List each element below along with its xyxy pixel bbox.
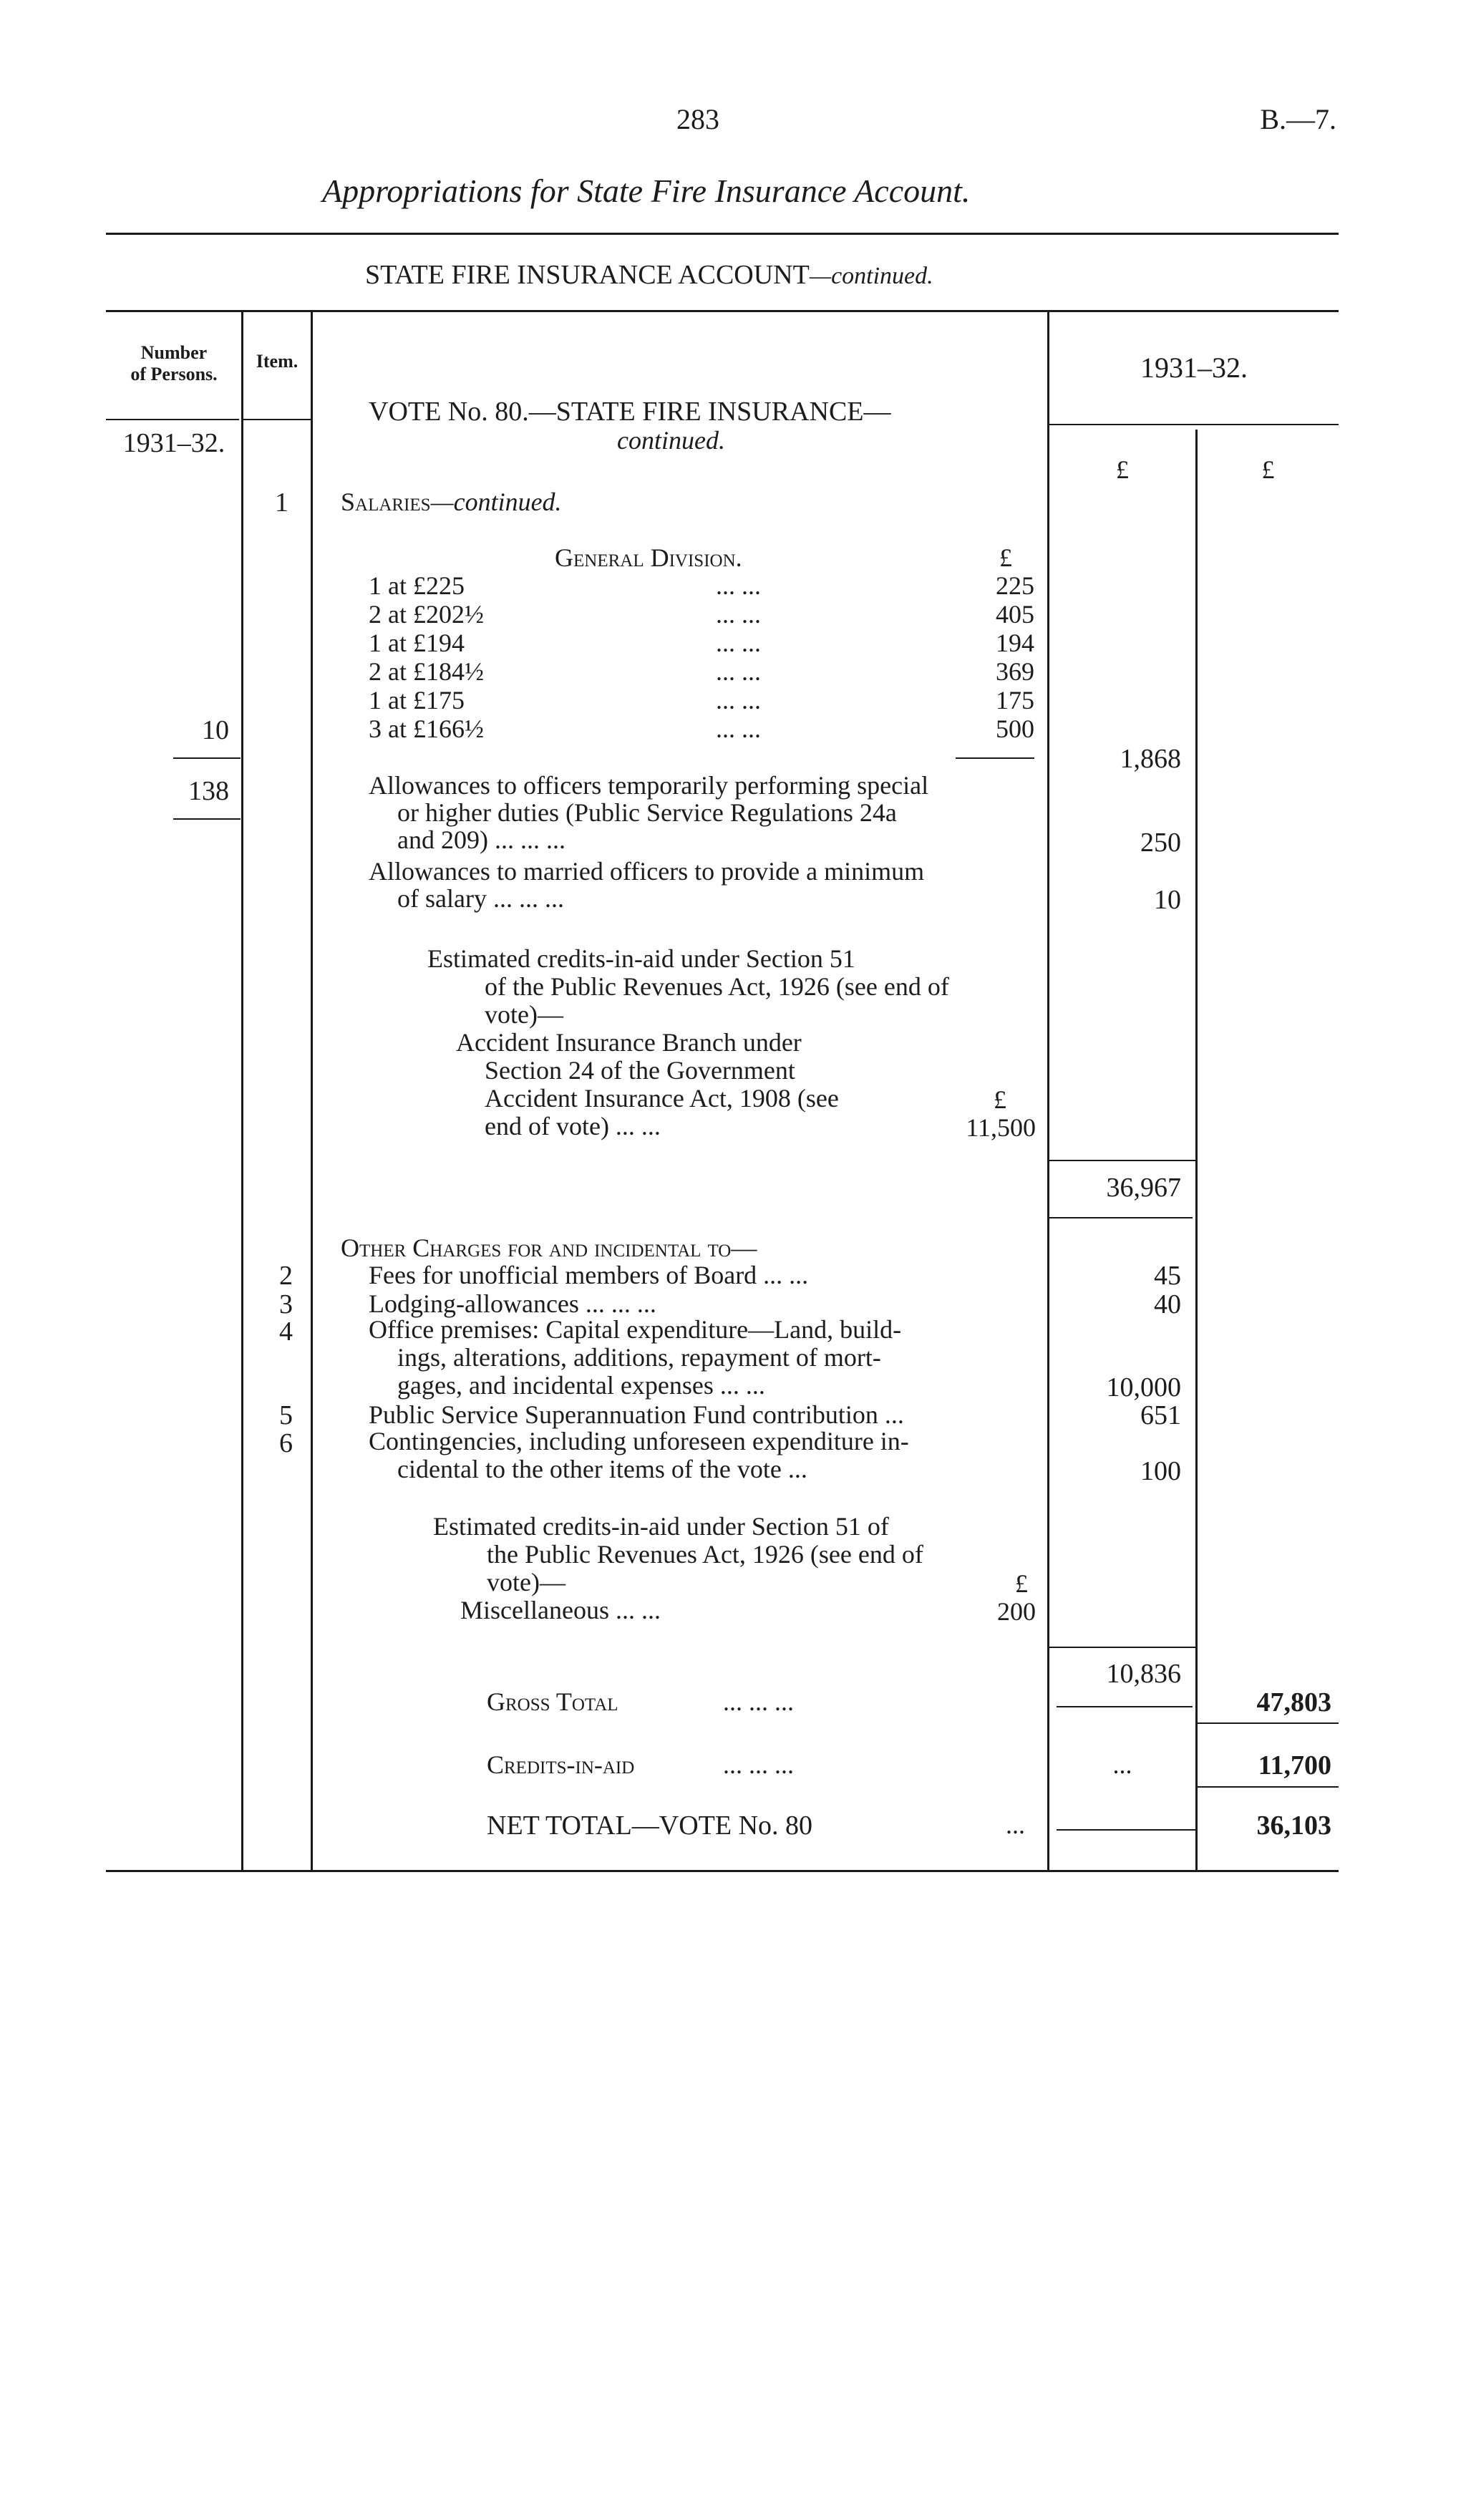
credits2-line2: the Public Revenues Act, 1926 (see end of (487, 1540, 923, 1569)
pound-header-2: £ (1261, 455, 1275, 484)
persons-header-line1: Number (140, 342, 208, 363)
salary-row (369, 686, 1034, 714)
salary-row (369, 600, 1034, 629)
salary-row-value: 194 (996, 629, 1034, 657)
other-item-premises-line1: Office premises: Capital expenditure—Land, build- (369, 1315, 902, 1344)
salaries-continued: —continued. (430, 488, 562, 516)
rule-top (106, 233, 1339, 235)
table-bottom-rule (106, 1870, 1339, 1872)
allowance-married-line1: Allowances to married officers to provide a minimum (369, 857, 925, 886)
vote-title-continued: continued. (617, 426, 725, 455)
other-item-lodging: Lodging-allowances ... ... ... (369, 1289, 656, 1318)
credits1-line2: of the Public Revenues Act, 1926 (see end of (485, 972, 949, 1001)
other-item-superannuation: Public Service Superannuation Fund contribution ... (369, 1400, 904, 1429)
other-total-rule-top (1049, 1647, 1195, 1648)
other-item-fees: Fees for unofficial members of Board ... ... (369, 1261, 809, 1289)
salary-row-dots: ... ... (716, 686, 761, 714)
net-total-label: NET TOTAL—VOTE No. 80 (487, 1811, 813, 1841)
salary-row-value: 175 (996, 686, 1034, 714)
item-number-6: 6 (279, 1428, 293, 1458)
allowance-married-value: 10 (1154, 885, 1181, 915)
credits1-line4: Accident Insurance Branch under (456, 1028, 802, 1057)
credits2-line4: Miscellaneous ... ... (460, 1596, 661, 1624)
gross-total-dots: ... ... ... (723, 1687, 794, 1716)
salary-row-dots: ... ... (716, 629, 761, 657)
year-header-left: 1931–32. (122, 428, 225, 458)
credits1-pound: £ (994, 1085, 1006, 1114)
credits-in-aid-salaries (427, 945, 1036, 1140)
allowance-special-line1: Allowances to officers temporarily performing special (369, 771, 929, 800)
document-reference: B.—7. (1260, 103, 1336, 135)
salary-row (369, 629, 1034, 657)
persons-total-rule (173, 818, 241, 820)
table-top-rule (106, 310, 1339, 312)
section-heading-continued: —continued. (809, 263, 933, 289)
other-charges-heading: Other Charges for and incidental to— (341, 1234, 757, 1262)
other-item-contingencies-line2: cidental to the other items of the vote ... (397, 1455, 807, 1483)
section-heading (365, 259, 933, 291)
persons-header-rule (106, 419, 239, 420)
vote-title: VOTE No. 80.—STATE FIRE INSURANCE— (369, 397, 891, 427)
salaries-total-rule-bottom (1049, 1217, 1193, 1218)
allowance-married (369, 858, 1034, 912)
item-header: Item. (256, 351, 298, 372)
item-header-rule (243, 419, 311, 420)
gross-total-value: 47,803 (1256, 1687, 1331, 1717)
credits-in-aid-total-dots: ... ... ... (723, 1750, 794, 1779)
salaries-label: Salaries (341, 488, 431, 516)
page-title: Appropriations for State Fire Insurance Account. (322, 173, 971, 209)
other-item-premises (369, 1316, 1038, 1400)
credits2-value: 200 (997, 1597, 1036, 1626)
other-item-contingencies-value: 100 (1140, 1456, 1181, 1486)
other-item-fees-value: 45 (1154, 1261, 1181, 1291)
salaries-subtotal: 1,868 (1120, 744, 1181, 774)
salary-row (369, 571, 1034, 600)
salary-rows (369, 571, 1034, 743)
gross-total-label (487, 1687, 618, 1717)
salaries-total-rule-top (1049, 1160, 1195, 1161)
other-total-rule-bottom (1057, 1706, 1193, 1707)
other-item-premises-line3: gages, and incidental expenses ... ... (397, 1371, 765, 1400)
salary-row-label: 2 at £184½ (369, 657, 484, 686)
item-number-4: 4 (279, 1317, 293, 1347)
salary-row-label: 1 at £225 (369, 571, 465, 600)
col-divider-text (1047, 310, 1049, 1871)
year-header-rule (1047, 424, 1339, 425)
salary-row-label: 2 at £202½ (369, 600, 484, 629)
salary-row-label: 1 at £175 (369, 686, 465, 714)
persons-sum-rule (173, 757, 241, 759)
page-number: 283 (676, 103, 719, 135)
persons-header (107, 342, 241, 385)
allowance-special-line2: or higher duties (Public Service Regulations 24a (397, 798, 897, 827)
credits2-line3: vote)— (487, 1568, 565, 1596)
credits1-line7: end of vote) ... ... (485, 1112, 661, 1140)
col-divider-item (311, 310, 313, 1871)
salary-row-dots: ... ... (716, 714, 761, 743)
section-heading-main: STATE FIRE INSURANCE ACCOUNT (365, 260, 810, 290)
salary-row (369, 657, 1034, 686)
credits1-line1: Estimated credits-in-aid under Section 51 (427, 944, 855, 973)
other-item-contingencies (369, 1428, 1038, 1483)
salary-row-label: 1 at £194 (369, 629, 465, 657)
salary-row-label: 3 at £166½ (369, 714, 484, 743)
allowance-married-line2: of salary ... ... ... (397, 884, 564, 913)
salary-row (369, 714, 1034, 743)
allowance-special-line3: and 209) ... ... ... (397, 825, 565, 854)
other-item-contingencies-line1: Contingencies, including unforeseen expenditure in- (369, 1427, 909, 1455)
credits-in-aid-mid-dots: ... (1112, 1750, 1132, 1779)
credits2-line1: Estimated credits-in-aid under Section 51 of (433, 1512, 889, 1541)
general-division-heading: General Division. (555, 543, 742, 572)
credits1-line5: Section 24 of the Government (485, 1056, 795, 1085)
salary-row-dots: ... ... (716, 657, 761, 686)
col-divider-persons (241, 310, 243, 1871)
salary-sum-rule (956, 757, 1034, 759)
salaries-total: 36,967 (1106, 1173, 1181, 1203)
other-item-premises-value: 10,000 (1106, 1372, 1181, 1402)
credits-in-aid-total-label: Credits-in-aid (487, 1750, 635, 1779)
credits1-line6: Accident Insurance Act, 1908 (see (485, 1084, 839, 1113)
pound-header-1: £ (1116, 455, 1129, 484)
other-item-lodging-value: 40 (1154, 1289, 1181, 1319)
gross-total-rule (1198, 1722, 1339, 1724)
year-header-right: 1931–32. (1140, 352, 1248, 384)
allowance-special-value: 250 (1140, 828, 1181, 858)
gross-total-text: Gross Total (487, 1687, 618, 1716)
other-charges-total: 10,836 (1106, 1659, 1181, 1689)
item-number-5: 5 (279, 1400, 293, 1430)
other-item-premises-line2: ings, alterations, additions, repayment of mort- (397, 1343, 881, 1372)
other-item-superannuation-value: 651 (1140, 1400, 1181, 1430)
salary-row-value: 369 (996, 657, 1034, 686)
credits1-value: 11,500 (966, 1113, 1036, 1142)
salary-row-value: 225 (996, 571, 1034, 600)
persons-total: 138 (188, 776, 229, 806)
persons-header-line2: of Persons. (130, 364, 218, 384)
credits1-line3: vote)— (485, 1000, 563, 1029)
item-number-2: 2 (279, 1261, 293, 1291)
salaries-heading (341, 487, 562, 517)
net-total-value: 36,103 (1256, 1811, 1331, 1841)
salary-row-value: 405 (996, 600, 1034, 629)
allowance-special (369, 772, 1034, 853)
persons-subcount: 10 (202, 715, 229, 745)
salary-row-dots: ... ... (716, 571, 761, 600)
credits-in-aid-total-value: 11,700 (1258, 1750, 1331, 1780)
salary-row-value: 500 (996, 714, 1034, 743)
credits2-pound: £ (1015, 1569, 1028, 1598)
general-division-pound: £ (999, 543, 1012, 572)
net-total-dots: ... (1006, 1811, 1025, 1839)
item-number-3: 3 (279, 1289, 293, 1319)
salary-row-dots: ... ... (716, 600, 761, 629)
credits-total-rule (1198, 1786, 1339, 1788)
net-total-mid-rule (1057, 1829, 1195, 1831)
col-divider-amounts (1195, 430, 1198, 1870)
item-number-1: 1 (275, 488, 288, 518)
